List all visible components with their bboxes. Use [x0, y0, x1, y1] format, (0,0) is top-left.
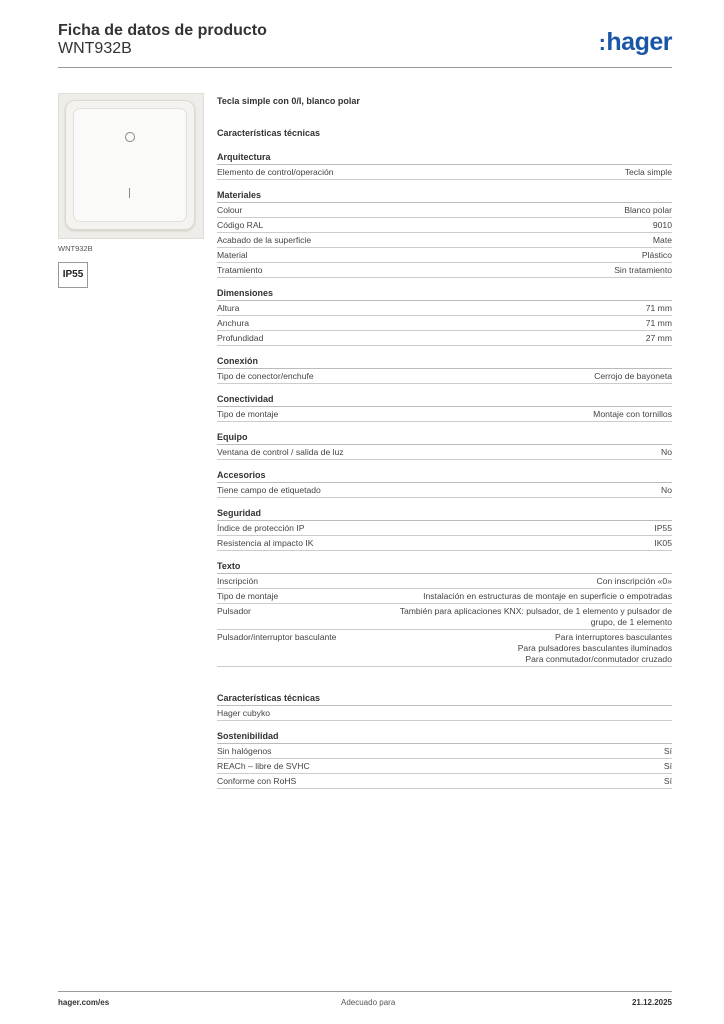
spec-row [217, 536, 672, 551]
spec-value [661, 485, 672, 496]
switch-frame [65, 100, 195, 230]
section-heading: Accesorios [217, 470, 672, 483]
section-heading: Seguridad [217, 508, 672, 521]
spec-section [217, 432, 672, 460]
spec-label: Tipo de montaje [217, 591, 279, 601]
spec-row [217, 331, 672, 346]
section-heading: Características técnicas [217, 693, 672, 706]
spec-value-line: Mate [652, 235, 672, 245]
spec-value [654, 523, 672, 534]
spec-value-line: IP55 [654, 523, 672, 533]
spec-label: Tipo de conector/enchufe [217, 371, 314, 381]
spec-value-line: Montaje con tornillos [593, 409, 672, 419]
spec-value-line: Sí [663, 746, 672, 756]
section-heading: Conectividad [217, 394, 672, 407]
footer-website-link[interactable]: hager.com/es [58, 998, 110, 1007]
spec-value [597, 576, 672, 587]
spec-value [646, 303, 672, 314]
spec-value-line: Para interruptores basculantes [554, 632, 672, 642]
spec-label: Conforme con RoHS [217, 776, 297, 786]
on-symbol-icon [125, 132, 135, 142]
spec-row [217, 744, 672, 759]
document-title: Tecla simple con 0/I, blanco polar [217, 96, 360, 106]
spec-label: Tiene campo de etiquetado [217, 485, 321, 495]
spec-section [217, 288, 672, 346]
section-heading: Texto [217, 561, 672, 574]
spec-value-line: 71 mm [645, 318, 672, 328]
spec-label: Hager cubyko [217, 708, 271, 718]
spec-value [400, 606, 672, 628]
spec-label: Pulsador/interruptor basculante [217, 632, 337, 642]
spec-value-line: Con inscripción «0» [596, 576, 672, 586]
spec-row [217, 759, 672, 774]
spec-value [646, 318, 672, 329]
spec-value [423, 591, 672, 602]
spec-section [217, 561, 672, 667]
spec-value-line: Sí [663, 776, 672, 786]
spec-row [217, 630, 672, 667]
spec-value-line: Cerrojo de bayoneta [594, 371, 672, 381]
spec-value [625, 167, 672, 178]
spec-row [217, 233, 672, 248]
spec-value-line: No [661, 447, 672, 457]
spec-value [664, 761, 672, 772]
logo-text: hager [606, 28, 672, 56]
spec-row [217, 483, 672, 498]
spec-label: Tratamiento [217, 265, 263, 275]
spec-row [217, 407, 672, 422]
spec-value-line: No [661, 485, 672, 495]
spec-row [217, 316, 672, 331]
section-heading: Dimensiones [217, 288, 672, 301]
spec-value [518, 632, 672, 665]
spec-section [217, 356, 672, 384]
header-divider [58, 67, 672, 68]
spec-section [217, 731, 672, 789]
spec-label: Acabado de la superficie [217, 235, 312, 245]
spec-row [217, 445, 672, 460]
spec-row [217, 263, 672, 278]
spec-value [593, 409, 672, 420]
spec-label: Tipo de montaje [217, 409, 279, 419]
page-title: Ficha de datos de producto [58, 22, 267, 39]
spec-content [217, 96, 672, 799]
spec-value [642, 250, 672, 261]
spec-section [217, 128, 672, 140]
spec-section [217, 693, 672, 721]
section-heading: Materiales [217, 190, 672, 203]
spec-label: Índice de protección IP [217, 523, 305, 533]
spec-value-line: 71 mm [645, 303, 672, 313]
ip-rating-badge: IP55 [58, 262, 88, 288]
spec-row [217, 165, 672, 180]
spec-value [646, 333, 672, 344]
footer-divider [58, 991, 672, 992]
spec-row [217, 218, 672, 233]
spec-label: Colour [217, 205, 243, 215]
spec-row [217, 604, 672, 630]
spec-value-line: Para conmutador/conmutador cruzado [525, 654, 672, 664]
spec-value-line: grupo, de 1 elemento [590, 617, 672, 627]
spec-value [624, 205, 672, 216]
hager-logo[interactable] [599, 28, 672, 57]
spec-value [653, 220, 672, 231]
spec-label: Material [217, 250, 248, 260]
spec-value-line: Sin tratamiento [614, 265, 672, 275]
spec-value-line: Instalación en estructuras de montaje en superficie o empotradas [423, 591, 672, 601]
spec-label: Anchura [217, 318, 250, 328]
spec-label: Sin halógenos [217, 746, 272, 756]
spec-value-line: 9010 [652, 220, 672, 230]
spec-label: Altura [217, 303, 240, 313]
spec-row [217, 301, 672, 316]
spec-row [217, 774, 672, 789]
section-heading: Arquitectura [217, 152, 672, 165]
spec-row [217, 369, 672, 384]
spec-value-line: Para pulsadores basculantes iluminados [517, 643, 672, 653]
spec-row [217, 706, 672, 721]
off-symbol-icon [129, 188, 130, 198]
spec-row [217, 589, 672, 604]
spec-value-line: Blanco polar [624, 205, 672, 215]
image-caption: WNT932B [58, 244, 93, 253]
product-image [58, 93, 204, 239]
section-heading: Conexión [217, 356, 672, 369]
spec-label: Ventana de control / salida de luz [217, 447, 344, 457]
spec-label: Inscripción [217, 576, 259, 586]
spec-section [217, 470, 672, 498]
spec-section [217, 394, 672, 422]
spec-section [217, 508, 672, 551]
spec-row [217, 574, 672, 589]
spec-value-line: Tecla simple [624, 167, 672, 177]
spec-value [594, 371, 672, 382]
spec-row [217, 521, 672, 536]
spec-label: REACh – libre de SVHC [217, 761, 310, 771]
spec-value [664, 746, 672, 757]
spec-value-line: Plástico [641, 250, 672, 260]
spec-value [653, 235, 672, 246]
footer-note: Adecuado para [341, 998, 396, 1007]
spec-label: Resistencia al impacto IK [217, 538, 314, 548]
spec-value [664, 776, 672, 787]
spec-row [217, 203, 672, 218]
spec-value [661, 447, 672, 458]
spec-value-line: Sí [663, 761, 672, 771]
spec-section [217, 152, 672, 180]
spec-label: Pulsador [217, 606, 251, 616]
spec-value-line: 27 mm [645, 333, 672, 343]
section-heading: Equipo [217, 432, 672, 445]
logo-prefix: : [598, 30, 606, 55]
spec-section [217, 190, 672, 278]
footer-date: 21.12.2025 [631, 998, 672, 1007]
spec-label: Profundidad [217, 333, 264, 343]
spec-value [614, 265, 672, 276]
switch-rocker [73, 108, 187, 222]
spec-value [654, 538, 672, 549]
spec-row [217, 248, 672, 263]
spec-value-line: También para aplicaciones KNX: pulsador, de 1 elemento y pulsador de [399, 606, 672, 616]
section-heading: Características técnicas [217, 128, 321, 138]
spec-label: Código RAL [217, 220, 264, 230]
spec-label: Elemento de control/operación [217, 167, 334, 177]
product-code: WNT932B [58, 40, 132, 57]
section-heading: Sostenibilidad [217, 731, 672, 744]
spec-value-line: IK05 [654, 538, 672, 548]
